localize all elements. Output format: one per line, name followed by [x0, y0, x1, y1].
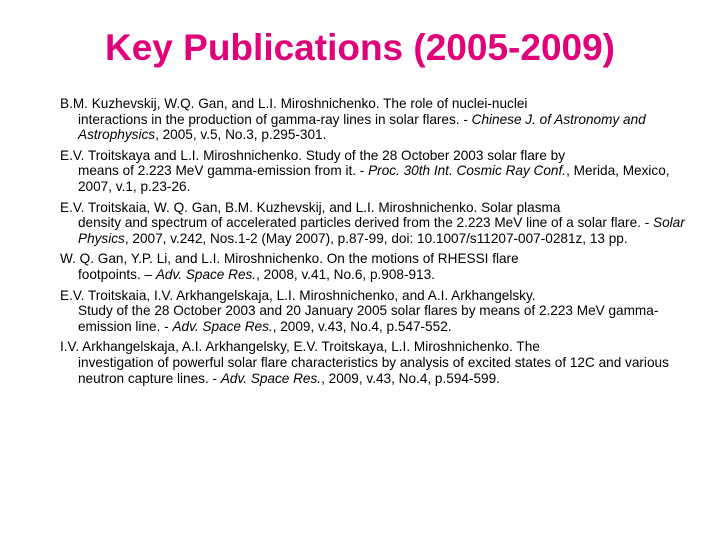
publication-details: , 2008, v.41, No.6, p.908-913. [256, 266, 435, 282]
publication-text: footpoints. – [78, 266, 156, 282]
publication-continuation [60, 163, 690, 194]
publication-journal: Adv. Space Res. [172, 318, 273, 334]
publication-details: , 2009, v.43, No.4, p.547-552. [272, 318, 452, 334]
slide-title: Key Publications (2005-2009) [105, 27, 615, 68]
publication-item [58, 200, 690, 247]
publication-text: density and spectrum of accelerated particles derived from the 2.223 MeV line of a solar flare. - [78, 215, 653, 231]
publication-item [58, 339, 690, 386]
publication-journal: Solar Physics [78, 215, 685, 246]
publication-text: investigation of powerful solar flare characteristics by analysis of excited states of 12C and various neutron capture lines. - [78, 354, 669, 386]
publication-item [58, 148, 690, 195]
publication-authors-line: I.V. Arkhangelskaja, A.I. Arkhangelsky, E.V. Troitskaya, L.I. Miroshnichenko. The [60, 339, 540, 355]
publication-details: , 2009, v.43, No.4, p.594-599. [321, 370, 500, 386]
publication-journal: Adv. Space Res. [220, 370, 322, 386]
publication-continuation [60, 267, 690, 283]
publication-continuation [60, 112, 690, 143]
publication-journal: Adv. Space Res. [155, 266, 257, 282]
publication-details: , 2007, v.242, Nos.1-2 (May 2007), p.87-99, doi: 10.1007/s11207-007-0281z, 13 pp. [124, 230, 628, 246]
publication-list [58, 96, 690, 391]
publication-continuation [60, 303, 690, 334]
publication-details: , 2005, v.5, No.3, p.295-301. [155, 127, 327, 143]
publication-text: interactions in the production of gamma-ray lines in solar flares. - [78, 111, 472, 127]
publication-continuation [60, 215, 690, 246]
publication-text: Study of the 28 October 2003 and 20 January 2005 solar flares by means of 2.223 MeV gamma-emission line. - [78, 303, 659, 334]
publication-authors-line: W. Q. Gan, Y.P. Li, and L.I. Miroshnichenko. On the motions of RHESSI flare [60, 251, 519, 267]
publication-journal: Chinese J. of Astronomy and Astrophysics [78, 111, 646, 143]
publication-item [58, 288, 690, 335]
publication-authors-line: E.V. Troitskaia, W. Q. Gan, B.M. Kuzhevskij, and L.I. Miroshnichenko. Solar plasma [60, 199, 561, 215]
publication-authors-line: E.V. Troitskaia, I.V. Arkhangelskaja, L.I. Miroshnichenko, and A.I. Arkhangelsky. [60, 287, 536, 303]
publication-item [58, 251, 690, 282]
publication-item [58, 96, 690, 143]
publication-text: means of 2.223 MeV gamma-emission from it. - [78, 163, 369, 179]
publication-authors-line: B.M. Kuzhevskij, W.Q. Gan, and L.I. Miroshnichenko. The role of nuclei-nuclei [60, 96, 528, 111]
publication-journal: Proc. 30th Int. Cosmic Ray Conf. [368, 163, 567, 179]
publication-details: , Merida, Mexico, 2007, v.1, p.23-26. [78, 163, 670, 194]
publication-authors-line: E.V. Troitskaya and L.I. Miroshnichenko. Study of the 28 October 2003 solar flare by [60, 147, 566, 163]
publication-continuation [60, 355, 690, 386]
